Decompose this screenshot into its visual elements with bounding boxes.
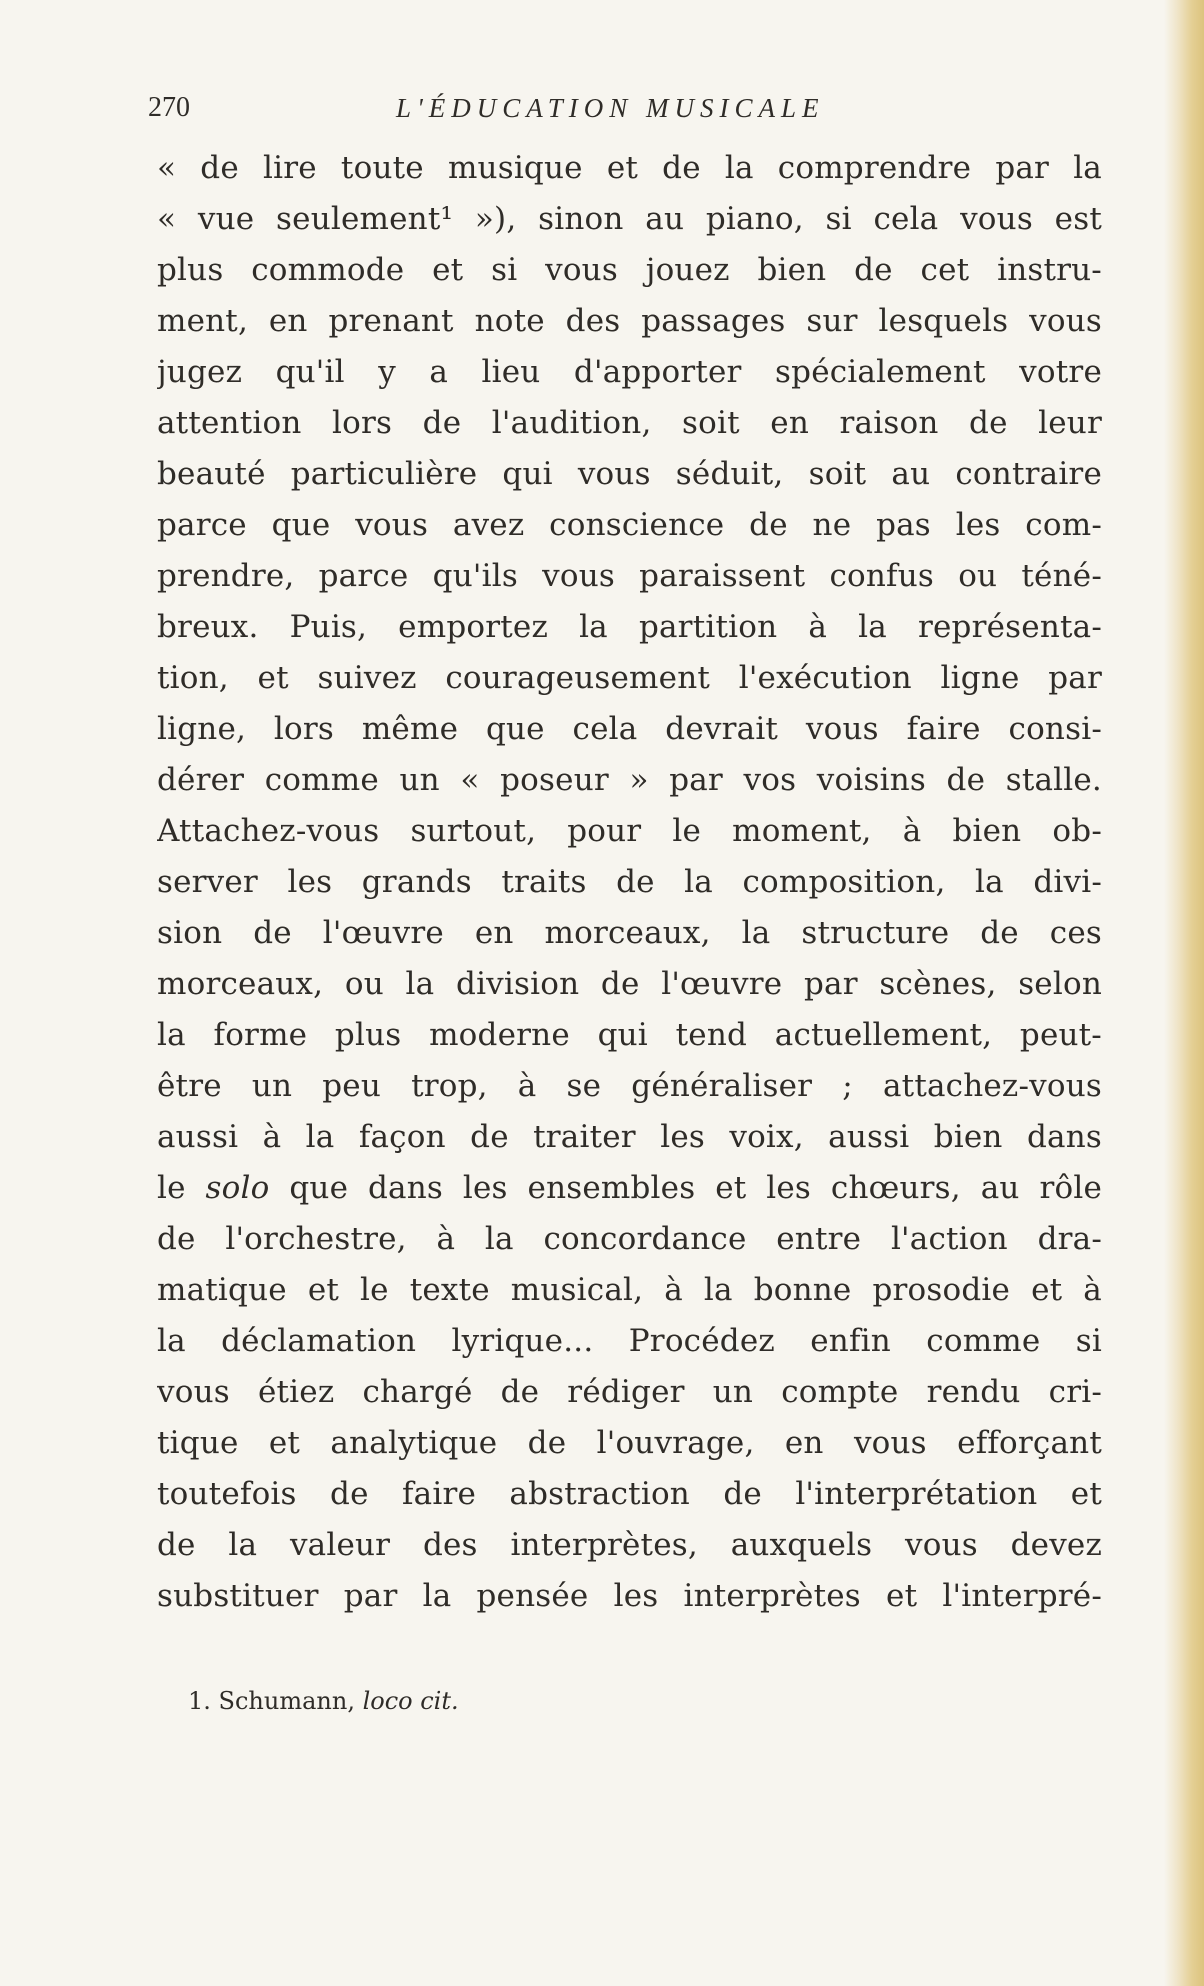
text-line: prendre, parce qu'ils vous paraissent confus ou téné-: [157, 558, 1102, 594]
text-line: server les grands traits de la composition, la divi-: [157, 864, 1102, 900]
footnote-number: 1.: [188, 1687, 211, 1715]
text-line: la déclamation lyrique... Procédez enfin comme si: [157, 1323, 1102, 1359]
text-line: aussi à la façon de traiter les voix, aussi bien dans: [157, 1119, 1102, 1155]
text-line: toutefois de faire abstraction de l'interprétation et: [157, 1476, 1102, 1512]
text-line: Attachez-vous surtout, pour le moment, à bien ob-: [157, 813, 1102, 849]
footnote: [188, 1683, 888, 1719]
text-line: de l'orchestre, à la concordance entre l'action dra-: [157, 1221, 1102, 1257]
text-line: attention lors de l'audition, soit en raison de leur: [157, 405, 1102, 441]
text-line: être un peu trop, à se généraliser ; attachez-vous: [157, 1068, 1102, 1104]
text-line: tique et analytique de l'ouvrage, en vous efforçant: [157, 1425, 1102, 1461]
page-edge-shadow: [1164, 0, 1204, 1986]
text-line: matique et le texte musical, à la bonne prosodie et à: [157, 1272, 1102, 1308]
text-line: parce que vous avez conscience de ne pas les com-: [157, 507, 1102, 543]
running-header: [148, 88, 1098, 128]
text-line: plus commode et si vous jouez bien de cet instru-: [157, 252, 1102, 288]
text-line: vous étiez chargé de rédiger un compte rendu cri-: [157, 1374, 1102, 1410]
text-line: beauté particulière qui vous séduit, soit au contraire: [157, 456, 1102, 492]
text-line: breux. Puis, emportez la partition à la représenta-: [157, 609, 1102, 645]
text-line: ment, en prenant note des passages sur lesquels vous: [157, 303, 1102, 339]
body-text: [157, 143, 1102, 1622]
text-line: jugez qu'il y a lieu d'apporter spécialement votre: [157, 354, 1102, 390]
italic-word: solo: [205, 1170, 270, 1206]
text-line: morceaux, ou la division de l'œuvre par scènes, selon: [157, 966, 1102, 1002]
text-line: de la valeur des interprètes, auxquels vous devez: [157, 1527, 1102, 1563]
text-line: le solo que dans les ensembles et les chœurs, au rôle: [157, 1170, 1102, 1206]
page-number: 270: [148, 92, 190, 123]
running-title: L'ÉDUCATION MUSICALE: [396, 93, 825, 123]
footnote-author: Schumann,: [218, 1687, 355, 1715]
text-line: dérer comme un « poseur » par vos voisins de stalle.: [157, 762, 1102, 798]
text-line: la forme plus moderne qui tend actuellement, peut-: [157, 1017, 1102, 1053]
text-line: sion de l'œuvre en morceaux, la structure de ces: [157, 915, 1102, 951]
text-line: ligne, lors même que cela devrait vous faire consi-: [157, 711, 1102, 747]
footnote-reference: loco cit.: [362, 1687, 459, 1715]
text-line: tion, et suivez courageusement l'exécution ligne par: [157, 660, 1102, 696]
text-line: substituer par la pensée les interprètes et l'interpré-: [157, 1578, 1102, 1614]
text-line: « de lire toute musique et de la comprendre par la: [157, 150, 1102, 186]
text-line: « vue seulement¹ »), sinon au piano, si cela vous est: [157, 201, 1102, 237]
